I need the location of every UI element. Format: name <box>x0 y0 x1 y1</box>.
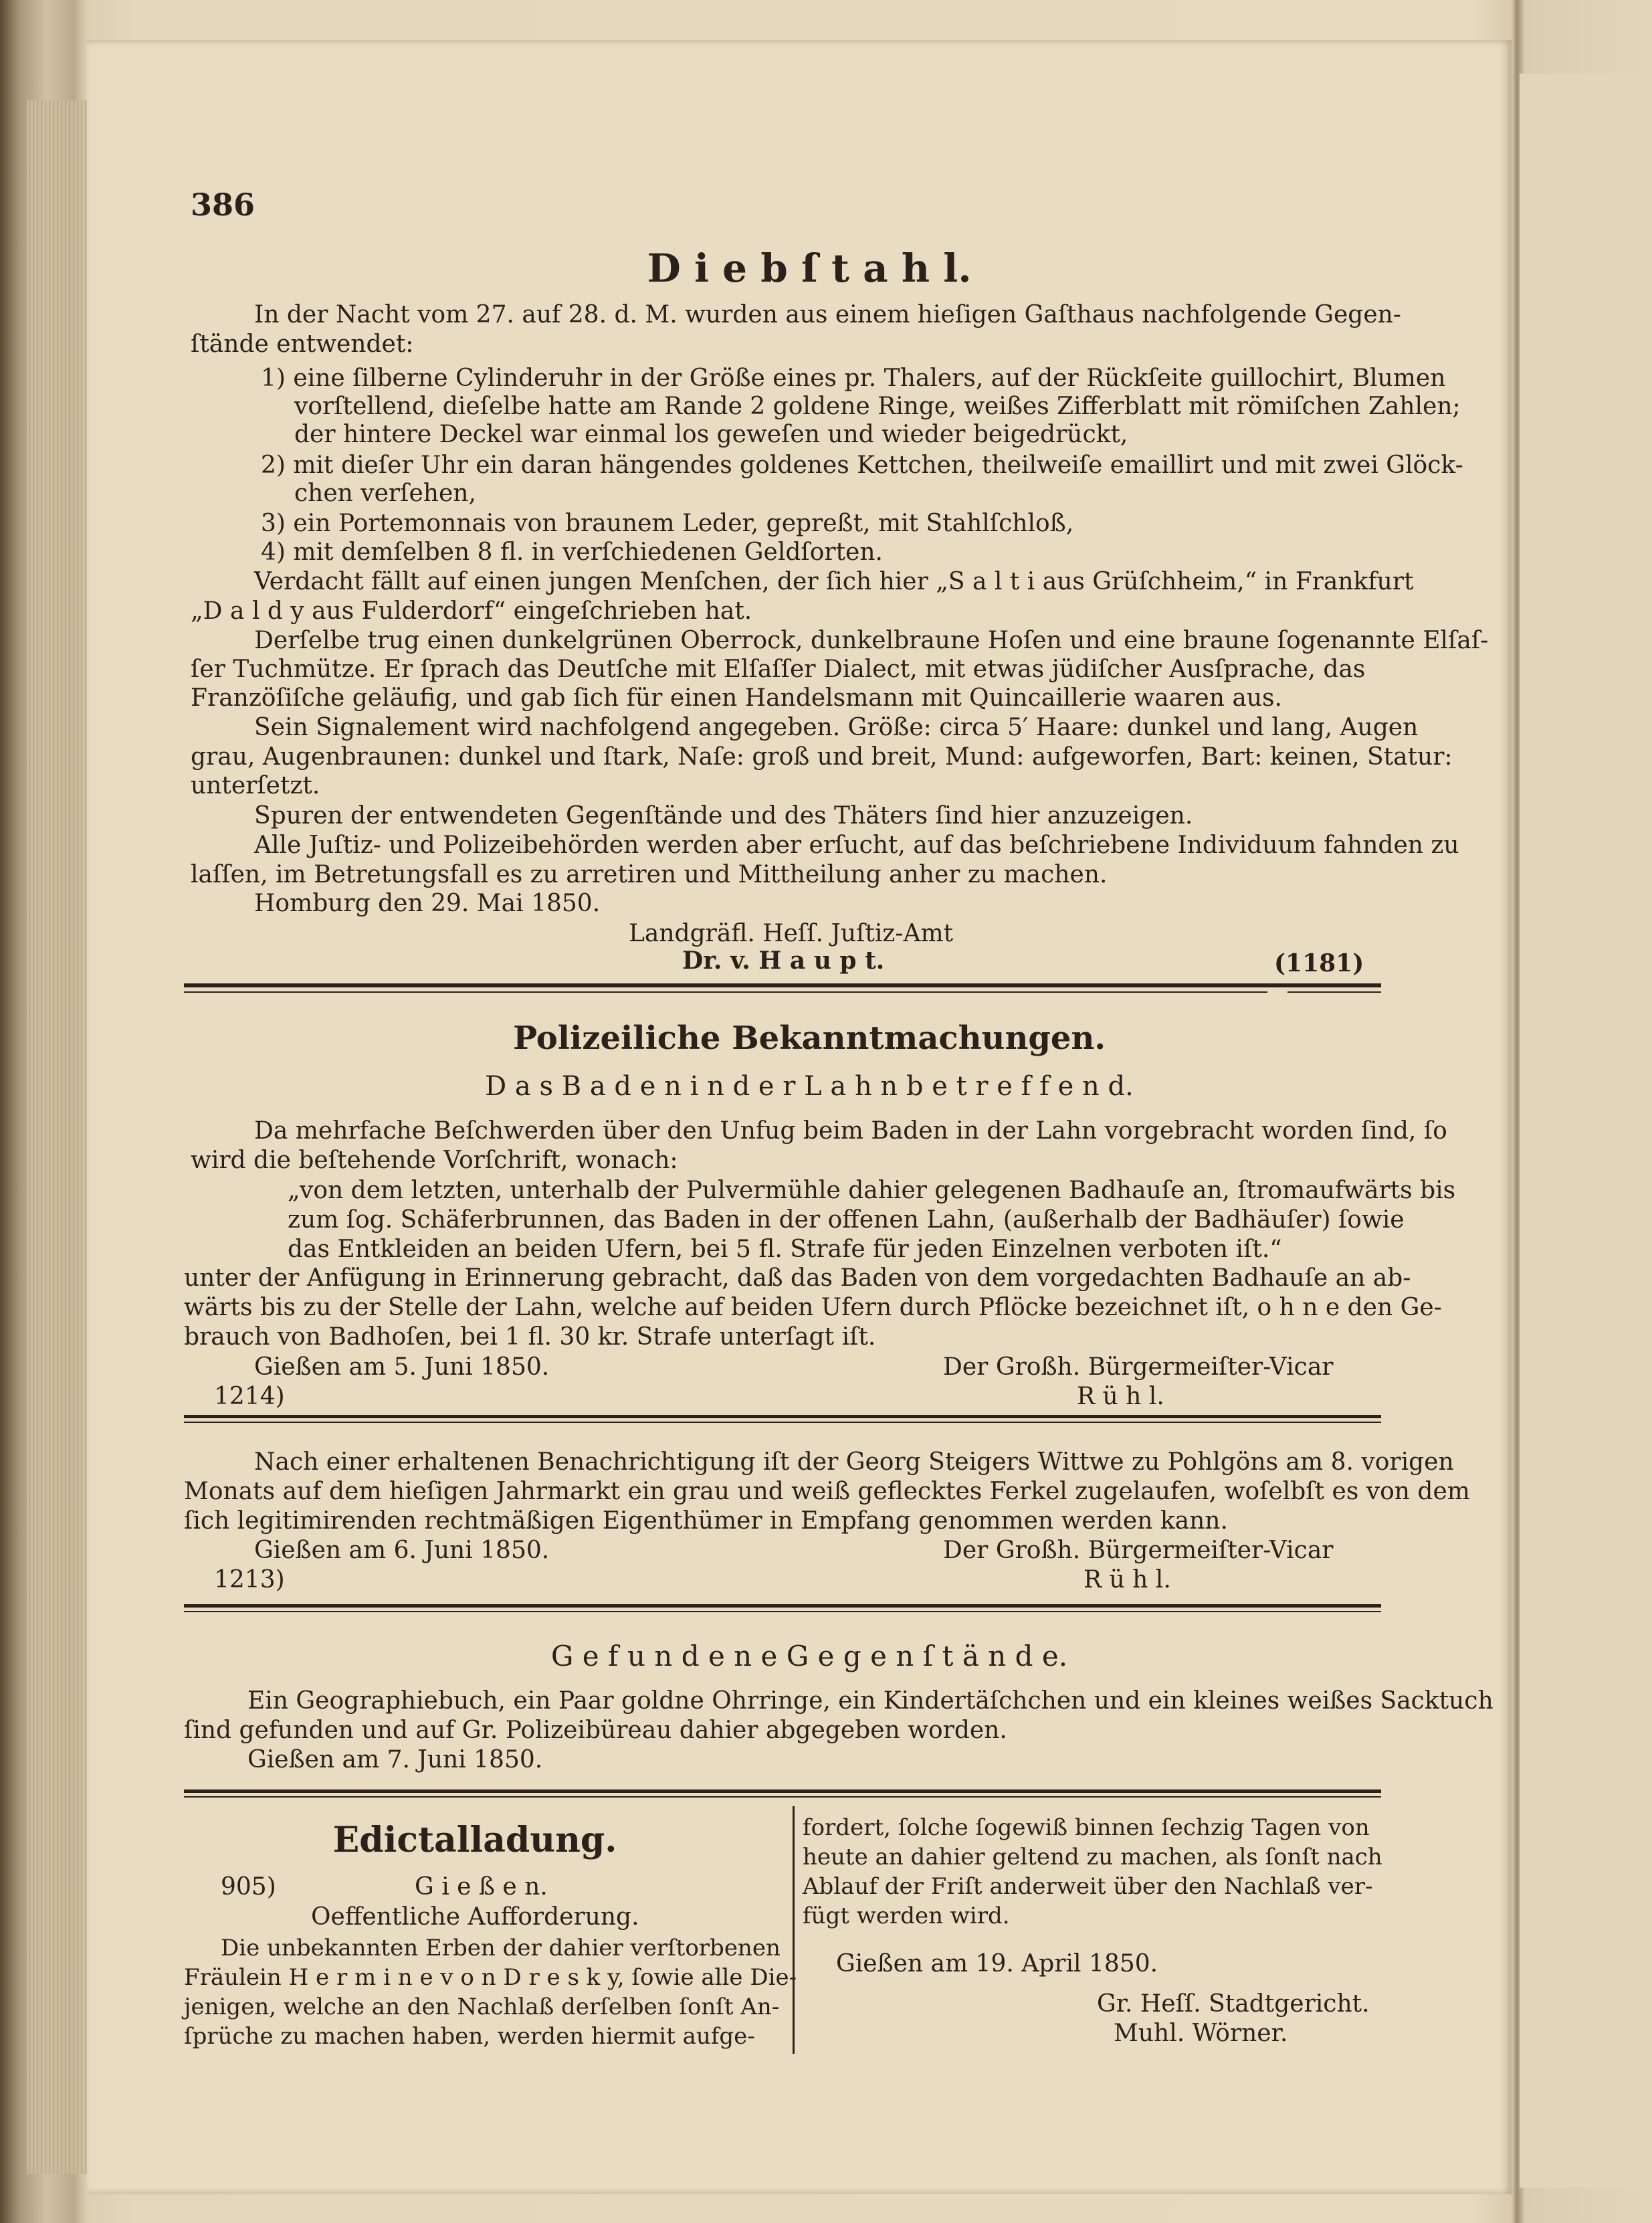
text-line: unter der Anfügung in Erinnerung gebracht, daß das Baden von dem vorgedachten Badhauſe an ab- <box>184 1264 1411 1292</box>
text-line: Derſelbe trug einen dunkelgrünen Oberrock, dunkelbraune Hoſen und eine braune ſogenannte Elſaſ- <box>254 627 1489 654</box>
section-heading-police: Polizeiliche Bekanntmachungen. <box>512 1020 1106 1057</box>
facing-page-edge <box>1520 74 1652 2188</box>
list-item: 3) ein Portemonnais von braunem Leder, gepreßt, mit Stahlſchloß, <box>261 510 1074 537</box>
notice-number: 1213) <box>214 1566 285 1593</box>
text-line: In der Nacht vom 27. auf 28. d. M. wurden aus einem hieſigen Gaſthaus nachfolgende Gegen- <box>254 301 1401 328</box>
text-line: Franzöſiſche geläufig, und gab ſich für einen Handelsmann mit Quincaillerie waaren aus. <box>191 684 1282 712</box>
text-line: Da mehrfache Beſchwerden über den Unfug beim Baden in der Lahn vorgebracht worden ſind, ſo <box>254 1117 1447 1145</box>
text-line: Fräulein H e r m i n e v o n D r e s k y, ſowie alle Die- <box>184 1964 797 1991</box>
dateline: Gießen am 5. Juni 1850. <box>254 1353 550 1381</box>
column-divider <box>793 1806 795 2054</box>
text-line: jenigen, welche an den Nachlaß derſelben ſonſt An- <box>184 1994 780 2020</box>
dateline: Gießen am 19. April 1850. <box>836 1950 1158 1977</box>
divider-thin <box>1287 991 1381 993</box>
text-line: Alle Juſtiz- und Polizeibehörden werden aber erſucht, auf das beſchriebene Individuum fahnden zu <box>254 832 1459 859</box>
text-line: ſind gefunden und auf Gr. Polizeibüreau dahier abgegeben worden. <box>184 1717 1007 1744</box>
official-name: R ü h l. <box>1083 1566 1171 1593</box>
list-item: 2) mit dieſer Uhr ein daran hängendes goldenes Kettchen, theilweiſe emaillirt und mit zwei Glöck- <box>261 452 1463 479</box>
signature: Dr. v. H a u p t. <box>682 947 885 975</box>
court-name: Gr. Heſſ. Stadtgericht. <box>1097 1990 1370 2018</box>
divider-thick <box>184 1790 1381 1793</box>
text-line: chen verſehen, <box>294 480 476 507</box>
text-line: fordert, ſolche ſogewiß binnen ſechzig Tagen von <box>803 1814 1370 1841</box>
text-line: „D a l d y aus Fulderdorf“ eingeſchrieben hat. <box>191 597 752 625</box>
divider-thick <box>184 1415 1381 1418</box>
place-name: G i e ß e n. <box>415 1873 548 1901</box>
notice-number: 905) <box>221 1873 276 1901</box>
divider-thin <box>184 1796 1381 1798</box>
divider-thick <box>184 1604 1381 1608</box>
section-title-edict: Edictalladung. <box>332 1820 617 1860</box>
text-line: grau, Augenbraunen: dunkel und ſtark, Naſe: groß und breit, Mund: aufgeworfen, Bart: keinen, Statur: <box>191 743 1453 771</box>
text-line: ſer Tuchmütze. Er ſprach das Deutſche mit Elſaſſer Dialect, mit etwas jüdiſcher Ausſprache, das <box>191 656 1366 683</box>
text-line: Ein Geographiebuch, ein Paar goldne Ohrringe, ein Kindertäſchchen und ein kleines weißes Sacktuch <box>247 1687 1493 1715</box>
official-title: Der Großh. Bürgermeiſter-Vicar <box>943 1537 1334 1564</box>
dateline: Gießen am 6. Juni 1850. <box>254 1537 550 1564</box>
text-line: ſich legitimirenden rechtmäßigen Eigenthümer in Empfang genommen werden kann. <box>184 1507 1228 1535</box>
quote-line: das Entkleiden an beiden Ufern, bei 5 fl. Strafe für jeden Einzelnen verboten iſt.“ <box>288 1236 1282 1263</box>
page-number: 386 <box>191 187 255 223</box>
text-line: fügt werden wird. <box>803 1903 1010 1929</box>
list-item: 4) mit demſelben 8 fl. in verſchiedenen Geldſorten. <box>261 539 883 566</box>
text-line: brauch von Badhoſen, bei 1 fl. 30 kr. Strafe unterſagt iſt. <box>184 1323 876 1351</box>
section-title-found: G e f u n d e n e G e g e n ſ t ä n d e. <box>550 1640 1068 1672</box>
divider-thick <box>184 983 1381 987</box>
divider-thin <box>184 991 1267 993</box>
divider-thin <box>184 1611 1381 1612</box>
quote-line: zum ſog. Schäferbrunnen, das Baden in der offenen Lahn, (außerhalb der Badhäuſer) ſowie <box>288 1206 1405 1234</box>
text-line: Nach einer erhaltenen Benachrichtigung iſt der Georg Steigers Wittwe zu Pohlgöns am 8. vorigen <box>254 1448 1454 1476</box>
dateline: Gießen am 7. Juni 1850. <box>247 1746 543 1773</box>
text-line: Sein Signalement wird nachfolgend angegeben. Größe: circa 5′ Haare: dunkel und lang, Augen <box>254 714 1419 741</box>
text-line: ſtände entwendet: <box>191 330 414 358</box>
text-line: Ablauf der Friſt anderweit über den Nachlaß ver- <box>803 1873 1373 1900</box>
official-names: Muhl. Wörner. <box>1114 2020 1288 2047</box>
text-line: Monats auf dem hieſigen Jahrmarkt ein grau und weiß geflecktes Ferkel zugelaufen, woſelbſt es von dem <box>184 1478 1470 1505</box>
official-title: Der Großh. Bürgermeiſter-Vicar <box>943 1353 1334 1381</box>
text-line: unterſetzt. <box>191 772 320 799</box>
divider-thin <box>184 1422 1381 1423</box>
text-line: laſſen, im Betretungsfall es zu arretiren und Mittheilung anher zu machen. <box>191 861 1108 888</box>
text-line: wird die beſtehende Vorſchrift, wonach: <box>191 1147 678 1174</box>
text-line: der hintere Deckel war einmal los geweſen und wieder beigedrückt, <box>294 421 1128 448</box>
notice-number: 1214) <box>214 1383 285 1410</box>
section-subtitle: Oeffentliche Aufforderung. <box>311 1903 639 1931</box>
text-line: heute an dahier geltend zu machen, als ſonſt nach <box>803 1844 1382 1870</box>
dateline: Homburg den 29. Mai 1850. <box>254 890 601 917</box>
official-name: R ü h l. <box>1077 1383 1164 1410</box>
text-line: Verdacht fällt auf einen jungen Menſchen, der ſich hier „S a l t i aus Grüſchheim,“ in Frankfurt <box>254 568 1414 595</box>
authority-line: Landgräfl. Heſſ. Juſtiz-Amt <box>629 920 954 947</box>
section-subheading: D a s B a d e n i n d e r L a h n b e t r e f f e n d. <box>485 1071 1134 1102</box>
page-edges <box>27 100 87 2174</box>
section-title-theft: D i e b ſ t a h l. <box>647 246 972 291</box>
text-line: ſprüche zu machen haben, werden hiermit aufge- <box>184 2023 755 2050</box>
text-line: Spuren der entwendeten Gegenſtände und des Thäters ſind hier anzuzeigen. <box>254 802 1193 830</box>
text-line: wärts bis zu der Stelle der Lahn, welche auf beiden Ufern durch Pflöcke bezeichnet iſt, o h n e den Ge- <box>184 1294 1442 1321</box>
quote-line: „von dem letzten, unterhalb der Pulvermühle dahier gelegenen Badhauſe an, ſtromaufwärts bis <box>288 1177 1456 1204</box>
text-line: vorſtellend, dieſelbe hatte am Rande 2 goldene Ringe, weißes Zifferblatt mit römiſchen Zahlen; <box>294 393 1461 420</box>
text-line: Die unbekannten Erben der dahier verſtorbenen <box>221 1935 781 1961</box>
list-item: 1) eine ſilberne Cylinderuhr in der Größe eines pr. Thalers, auf der Rückſeite guillochirt, Blumen <box>261 365 1446 392</box>
notice-number: (1181) <box>1274 949 1364 977</box>
